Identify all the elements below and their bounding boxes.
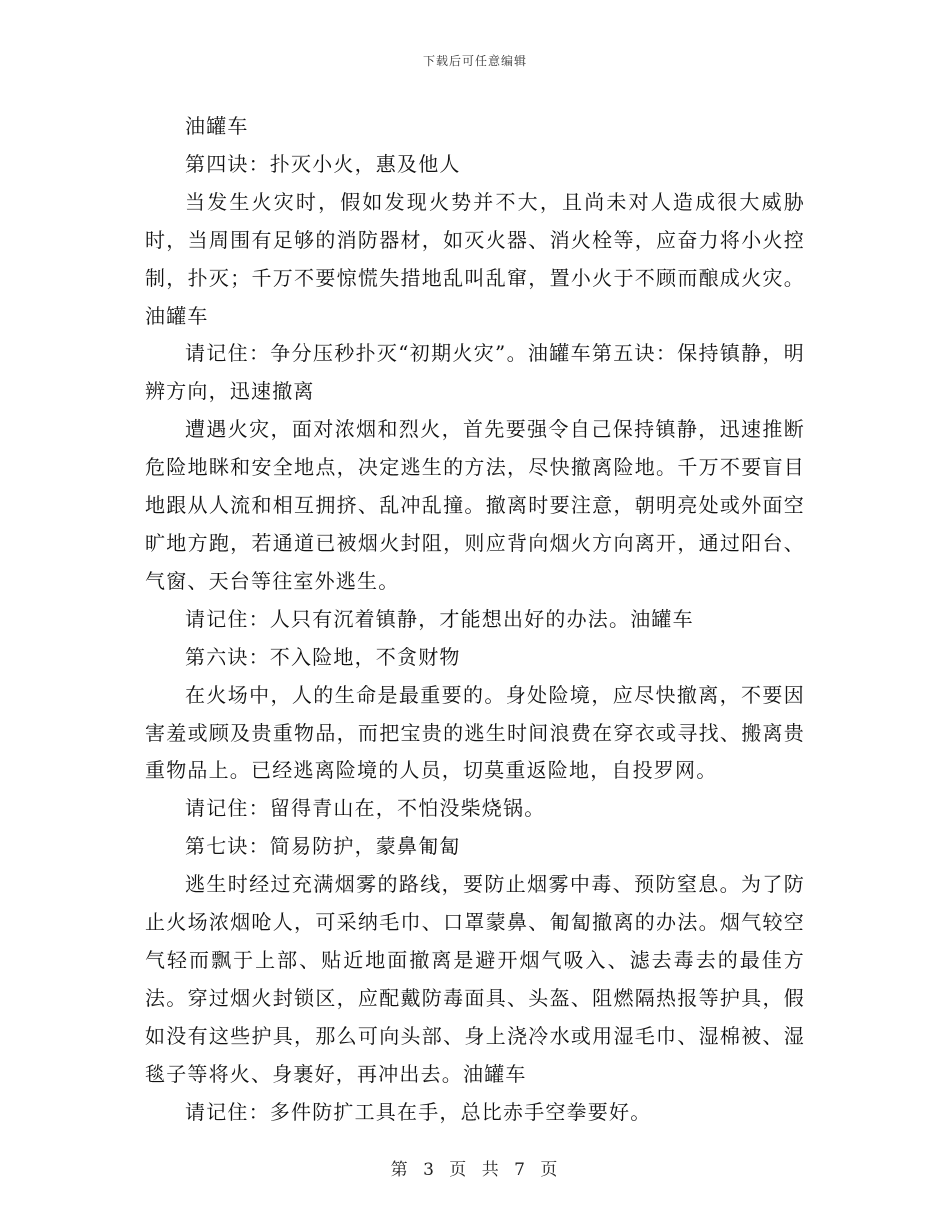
paragraph: 请记住：多件防扩工具在手，总比赤手空拳要好。 (185, 1099, 652, 1124)
paragraph: 请记住：留得青山在，不怕没柴烧锅。 (185, 796, 546, 821)
paragraph: 请记住：人只有沉着镇静，才能想出好的办法。油罐车 (185, 606, 694, 631)
paragraph: 遭遇火灾，面对浓烟和烈火，首先要强令自己保持镇静，迅速推断危险地眯和安全地点，决定逃生的方法，尽快撤离险地。千万不要盲目地跟从人流和相互拥挤、乱冲乱撞。撤离时要注意，朝明亮处或外面空旷地方跑，若通道已被烟火封阻，则应背向烟火方向离开，通过阳台、气窗、天台等往室外逃生。 (145, 417, 805, 593)
paragraph: 油罐车 (185, 114, 249, 138)
paragraph: 逃生时经过充满烟雾的路线，要防止烟雾中毒、预防窒息。为了防止火场浓烟呛人，可采纳毛巾、口罩蒙鼻、匍匐撤离的办法。烟气较空气轻而飘于上部、贴近地面撤离是避开烟气吸入、滤去毒去的最佳方法。穿过烟火封锁区，应配戴防毒面具、头盔、阻燃隔热报等护具，假如没有这些护具，那么可向头部、身上浇冷水或用湿毛巾、湿棉被、湿毯子等将火、身裹好，再冲出去。油罐车 (145, 872, 805, 1086)
paragraph: 在火场中，人的生命是最重要的。身处险境，应尽快撤离，不要因害羞或顾及贵重物品，而把宝贵的逃生时间浪费在穿衣或寻找、搬离贵重物品上。已经逃离险境的人员，切莫重返险地，自投罗网。 (145, 682, 805, 783)
section-heading: 第七诀：简易防护，蒙鼻匍匐 (185, 834, 461, 859)
paragraph: 请记住：争分压秒扑灭“初期火灾”。油罐车第五诀：保持镇静，明辨方向，迅速撤离 (145, 341, 805, 404)
page-header-note: 下载后可任意编辑 (422, 54, 527, 68)
page-number: 第 3 页 共 7 页 (390, 1160, 560, 1180)
section-heading: 第四诀：扑灭小火，惠及他人 (185, 151, 461, 176)
paragraph: 当发生火灾时，假如发现火势并不大，且尚未对人造成很大威胁时，当周围有足够的消防器材，如灭火器、消火栓等，应奋力将小火控制，扑灭；千万不要惊慌失措地乱叫乱窜，置小火于不顾而酿成火灾。油罐车 (145, 189, 805, 328)
document-body (145, 108, 805, 1131)
section-heading: 第六诀：不入险地，不贪财物 (185, 644, 461, 669)
